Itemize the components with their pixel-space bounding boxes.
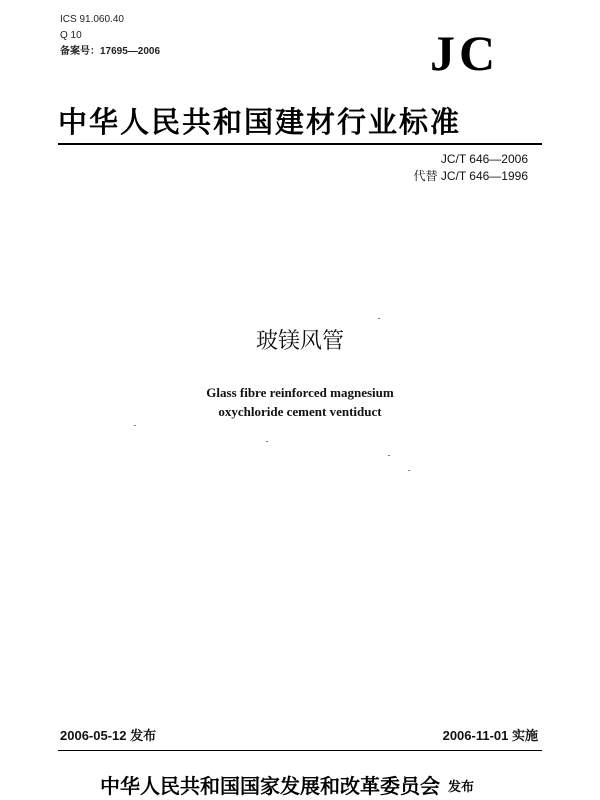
header-divider	[58, 143, 542, 145]
issuer-name: 中华人民共和国国家发展和改革委员会	[100, 774, 440, 798]
ccs-code: Q 10	[60, 30, 82, 41]
issuer-action: 发布	[448, 779, 475, 795]
effective-date: 2006-11-01 实施	[442, 728, 538, 743]
filing-number: 备案号：17695—2006	[60, 46, 161, 57]
standard-code: JC/T 646—2006	[440, 152, 528, 166]
issue-date: 2006-05-12 发布	[60, 728, 157, 743]
ics-code: ICS 91.060.40	[60, 14, 124, 25]
jc-logo: JC	[430, 25, 500, 81]
scan-speck	[408, 470, 410, 471]
document-title-chinese: 玻镁风管	[255, 328, 344, 353]
document-title-english-line2: oxychloride cement ventiduct	[218, 404, 382, 419]
scan-speck	[388, 455, 390, 456]
scan-speck	[134, 425, 136, 426]
replaced-standard-code: 代替 JC/T 646—1996	[413, 169, 528, 183]
document-title-english-line1: Glass fibre reinforced magnesium	[206, 385, 394, 400]
scan-speck	[266, 441, 268, 442]
standard-category-title: 中华人民共和国建材行业标准	[58, 105, 462, 139]
footer-divider	[58, 750, 542, 751]
scan-speck	[378, 318, 380, 319]
